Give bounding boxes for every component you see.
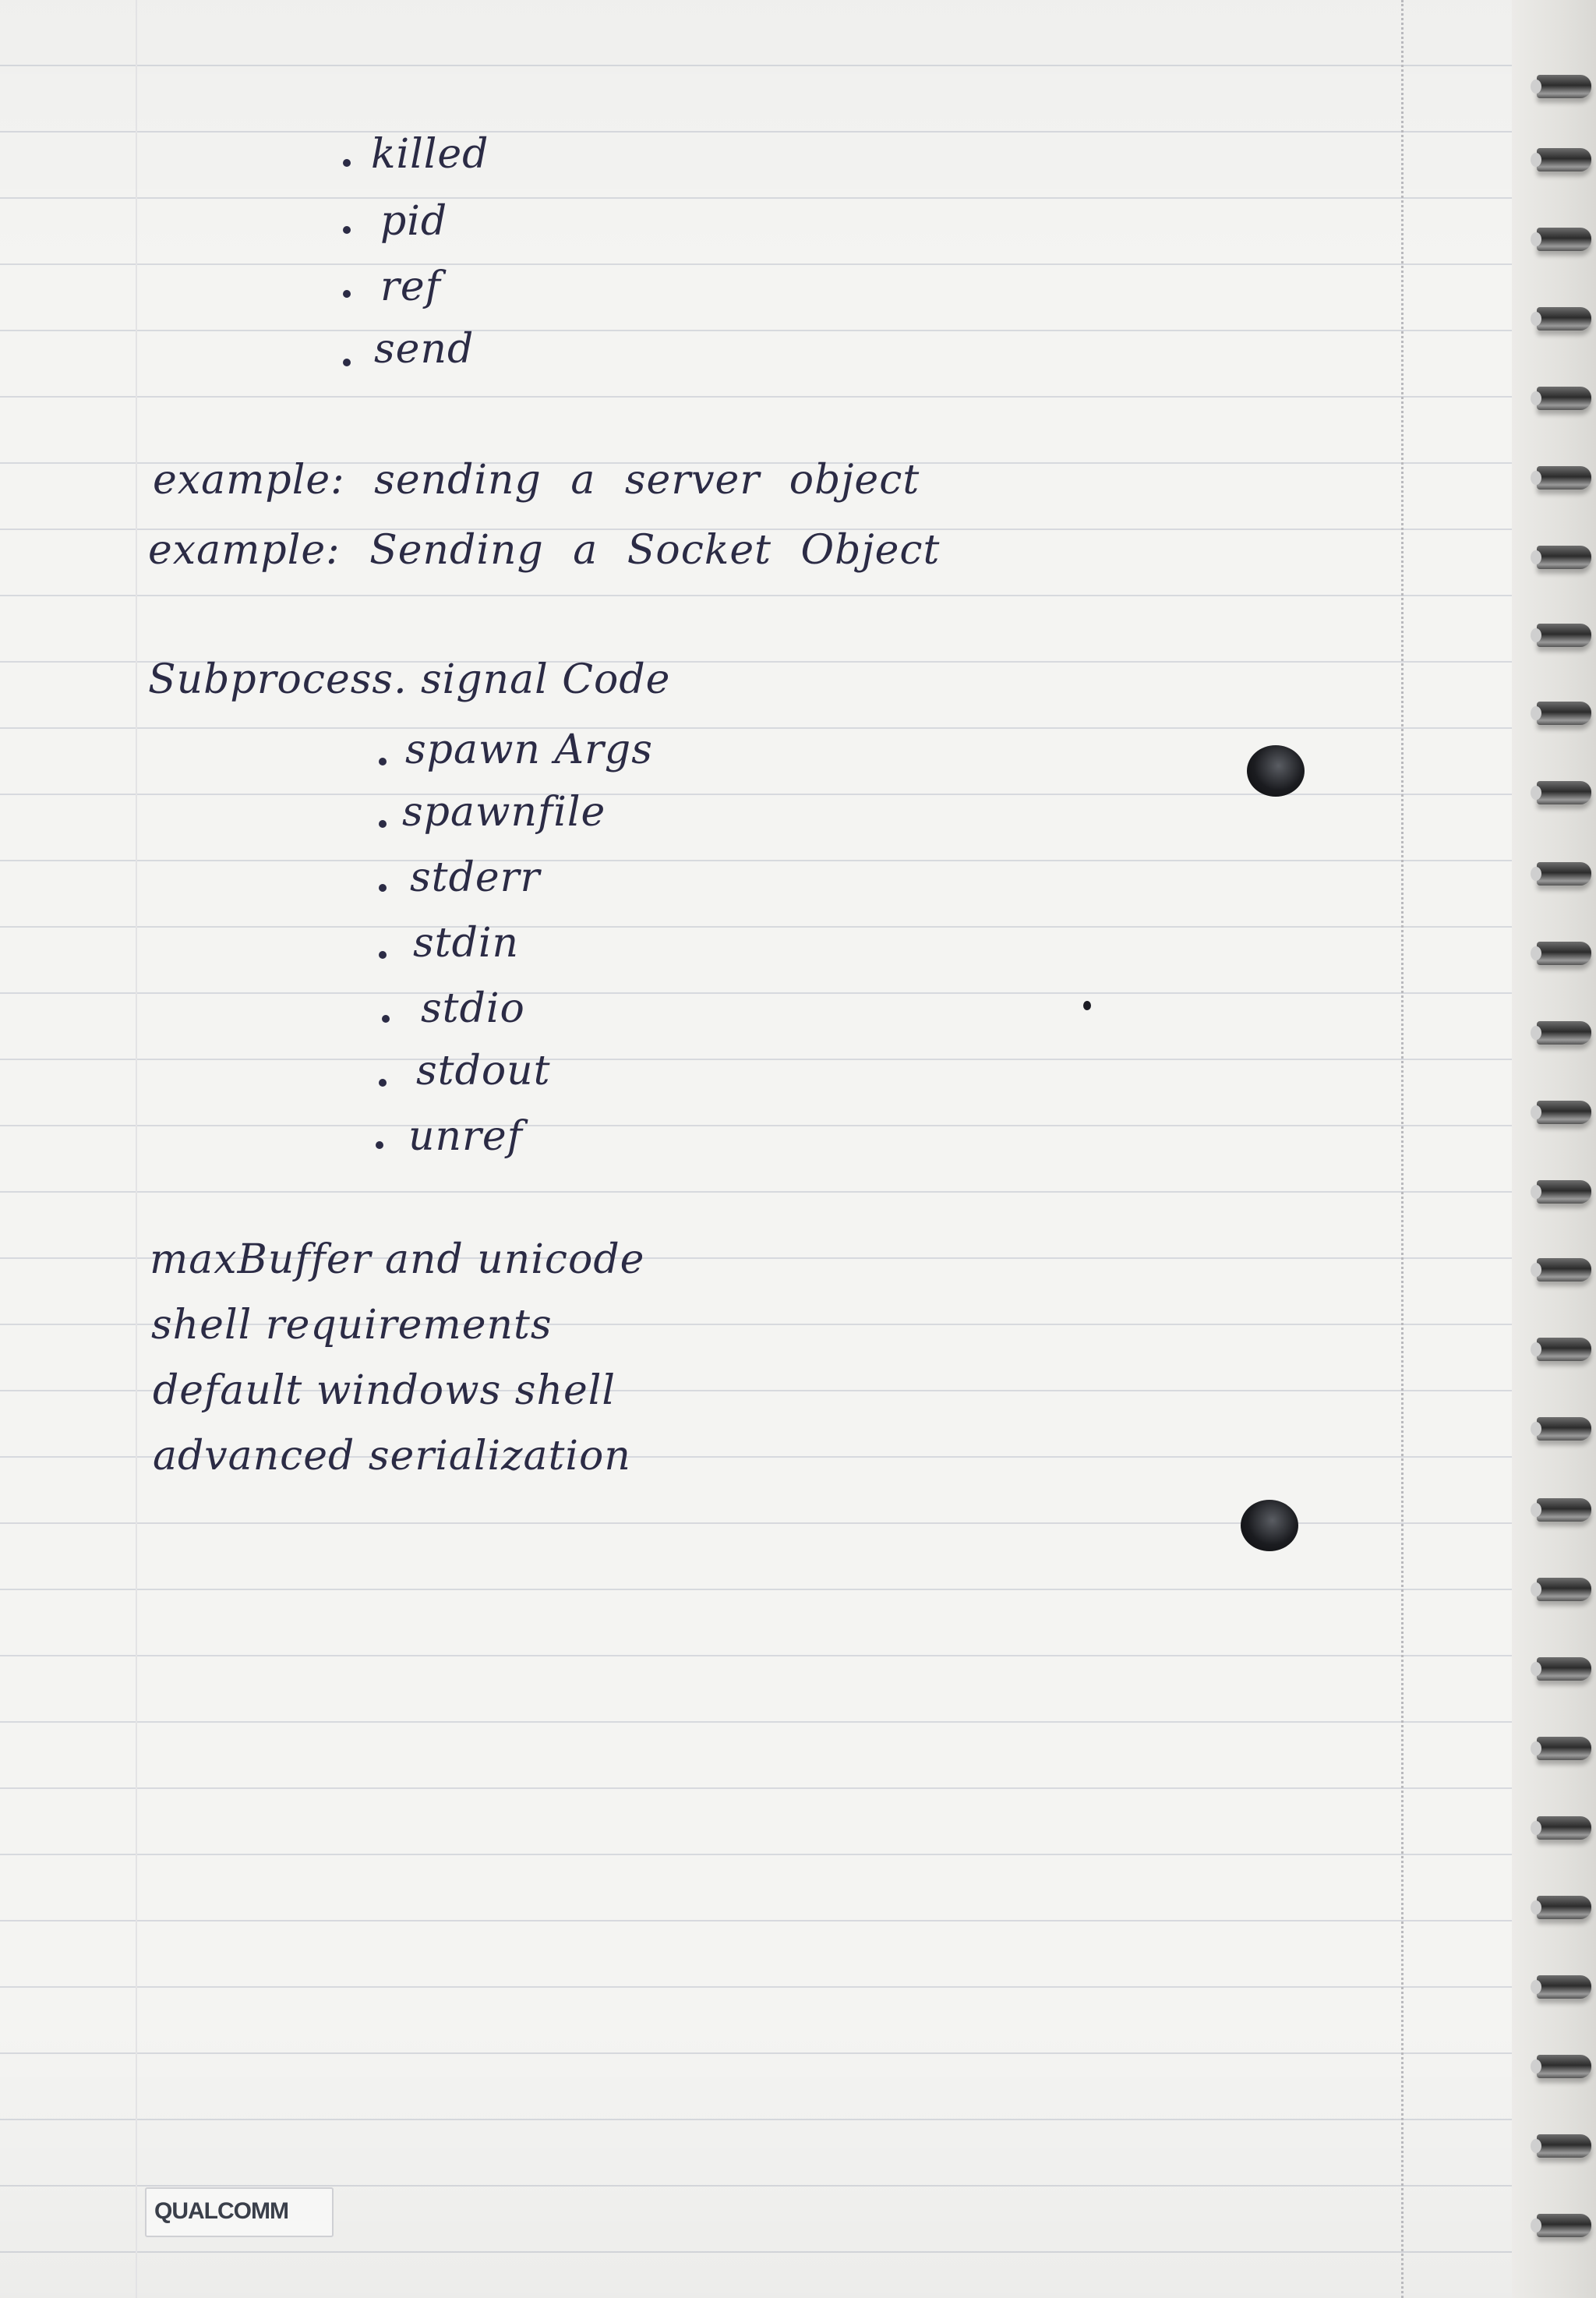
spiral-ring (1537, 387, 1591, 410)
ink-dot (1083, 1001, 1091, 1010)
spiral-ring (1537, 1021, 1591, 1045)
spiral-ring (1537, 1896, 1591, 1919)
list-item: ref (380, 263, 441, 310)
spiral-ring (1537, 1975, 1591, 1999)
spiral-ring (1537, 1417, 1591, 1441)
bullet-dot (379, 820, 387, 828)
example-line: example: Sending a Socket Object (148, 527, 941, 574)
subprocess-item: stdout (416, 1048, 551, 1094)
spiral-ring (1537, 75, 1591, 98)
subprocess-item: signal Code (421, 656, 671, 703)
list-item: send (374, 326, 475, 373)
margin-line (136, 0, 137, 2298)
spiral-ring (1537, 307, 1591, 331)
subprocess-heading: Subprocess. (148, 656, 408, 703)
subprocess-item: spawnfile (402, 789, 606, 836)
bullet-dot (379, 758, 387, 765)
spiral-ring (1537, 466, 1591, 490)
bullet-dot (379, 884, 387, 892)
topic-line: advanced serialization (153, 1433, 631, 1480)
spiral-ring (1537, 2134, 1591, 2158)
punch-hole (1247, 745, 1305, 797)
subprocess-item: unref (408, 1113, 523, 1160)
bullet-dot (343, 159, 351, 167)
spiral-ring (1537, 1816, 1591, 1840)
spiral-ring (1537, 546, 1591, 569)
perforation-line (1401, 0, 1404, 2298)
subprocess-item: stdin (413, 920, 519, 967)
subprocess-item: stderr (410, 854, 541, 901)
example-line: example: sending a server object (153, 457, 920, 504)
spiral-ring (1537, 1338, 1591, 1361)
bullet-dot (379, 1079, 387, 1087)
topic-line: default windows shell (153, 1367, 616, 1414)
bullet-dot (376, 1141, 383, 1149)
spiral-ring (1537, 1180, 1591, 1204)
spiral-ring (1537, 862, 1591, 886)
spiral-ring (1537, 624, 1591, 647)
spiral-ring (1537, 2055, 1591, 2078)
brand-logo-text: QUALCOMM (154, 2198, 288, 2224)
spiral-ring (1537, 148, 1591, 171)
list-item: killed (371, 131, 489, 178)
spiral-ring (1537, 1578, 1591, 1601)
spiral-binding (1512, 0, 1596, 2298)
bullet-dot (343, 359, 351, 366)
topic-line: shell requirements (151, 1302, 553, 1349)
subprocess-item: spawn Args (405, 727, 653, 773)
spiral-ring (1537, 228, 1591, 251)
bullet-dot (343, 226, 351, 234)
punch-hole (1241, 1500, 1298, 1551)
topic-line: maxBuffer and unicode (150, 1236, 645, 1283)
spiral-ring (1537, 1657, 1591, 1681)
spiral-ring (1537, 942, 1591, 965)
brand-logo (145, 2187, 334, 2237)
spiral-ring (1537, 702, 1591, 725)
bullet-dot (382, 1015, 390, 1023)
spiral-ring (1537, 781, 1591, 804)
spiral-ring (1537, 2214, 1591, 2237)
subprocess-item: stdio (421, 985, 525, 1032)
list-item: pid (380, 198, 448, 245)
spiral-ring (1537, 1258, 1591, 1282)
bullet-dot (379, 951, 387, 959)
spiral-ring (1537, 1737, 1591, 1760)
spiral-ring (1537, 1101, 1591, 1124)
bullet-dot (343, 290, 351, 298)
spiral-ring (1537, 1498, 1591, 1522)
